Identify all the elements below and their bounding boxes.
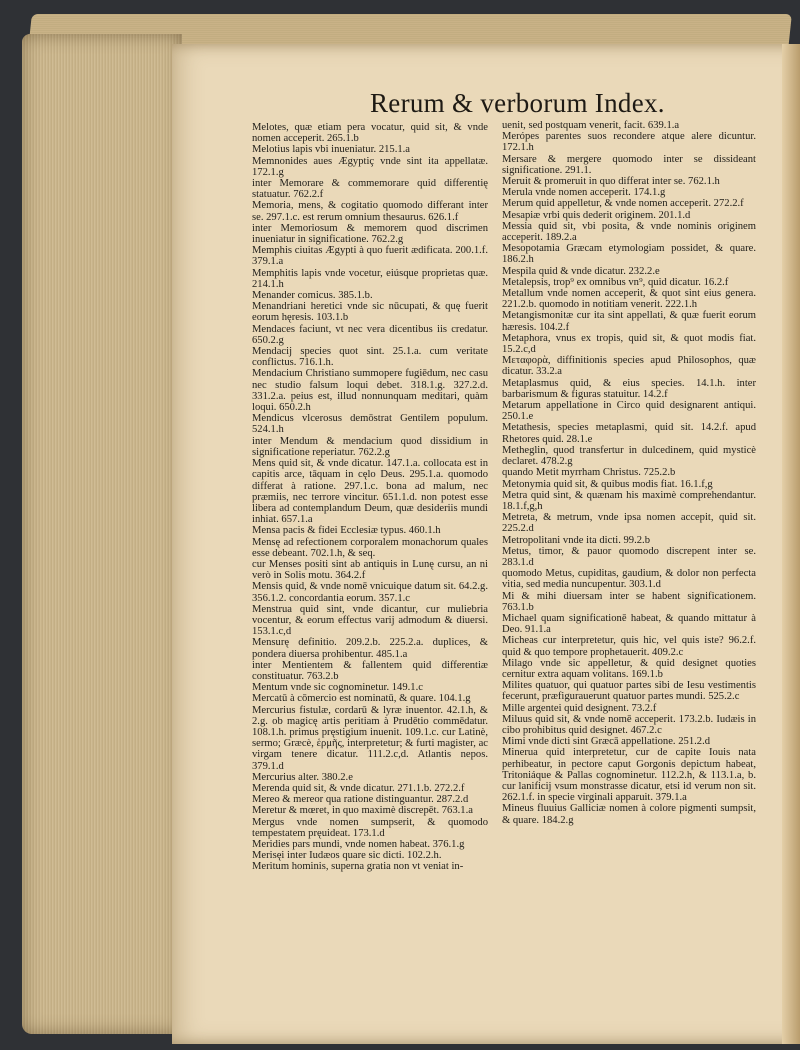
index-column-right <box>502 120 756 826</box>
index-entry: inter Memoriosum & memorem quod discrimen inueniatur in significatione. 762.2.g <box>252 222 488 246</box>
index-entry: Μεταφορὰ, diffinitionis species apud Philosophos, quæ dicatur. 33.2.a <box>502 355 756 378</box>
index-entry: Menstrua quid sint, vnde dicantur, cur muliebria vocentur, & eorum effectus varij admodum & diuersi. 153.1.c,d <box>252 603 488 638</box>
index-entry: Metaphora, vnus ex tropis, quid sit, & quot modis fiat. 15.2.c,d <box>502 332 756 356</box>
index-entry: Miluus quid sit, & vnde nomē acceperit. 173.2.b. Iudæis in cibo prohibitus quid designet. 467.2.c <box>502 713 756 736</box>
index-entry: Metus, timor, & pauor quomodo discrepent inter se. 283.1.d <box>502 545 756 568</box>
index-entry: Metathesis, species metaplasmi, quid sit. 14.2.f. apud Rhetores quid. 28.1.e <box>502 422 756 445</box>
index-entry: Mensę ad refectionem corporalem monachorum quales esse debeant. 702.1.h, & seq. <box>252 536 488 559</box>
index-entry: Mergus vnde nomen sumpserit, & quomodo tempestatem pręuideat. 173.1.d <box>252 816 488 839</box>
index-entry: cur Menses positi sint ab antiquis in Lunę cursu, an ni verò in Solis motu. 364.2.f <box>252 558 488 582</box>
index-entry: Metarum appellatione in Circo quid designarent antiqui. 250.1.e <box>502 400 756 423</box>
index-entry: Meretur & mœret, in quo maximè discrepēt. 763.1.a <box>252 805 473 817</box>
index-entry: Mimi vnde dicti sint Græcā appellatione. 251.2.d <box>502 736 711 748</box>
index-entry: Mendaces faciunt, vt nec vera dicentibus iis credatur. 650.2.g <box>252 323 488 346</box>
index-entry: Mille argentei quid designent. 73.2.f <box>502 702 657 714</box>
index-entry: Mi & mihi diuersam inter se habent significationem. 763.1.b <box>502 590 756 613</box>
index-entry: Metangismonitæ cur ita sint appellati, & quæ fuerit eorum hæresis. 104.2.f <box>502 310 756 333</box>
index-entry: Meritum hominis, superna gratia non vt veniat in- <box>252 861 464 873</box>
index-entry: Merum quid appelletur, & vnde nomen acceperit. 272.2.f <box>502 198 744 210</box>
index-entry: Metallum vnde nomen acceperit, & quot sint eius genera. 221.2.b. quomodo in notitiam venerit. 222.1.h <box>502 288 756 311</box>
index-entry: Metonymia quid sit, & quibus modis fiat. 16.1.f,g <box>502 478 713 490</box>
index-entry: Metheglin, quod transfertur in dulcedinem, quid mysticè declaret. 478.2.g <box>502 444 756 468</box>
index-entry: Milites quatuor, qui quatuor partes sibi de Iesu vestimentis fecerunt, præfigurauerunt quatuor partes mundi. 525.2.c <box>502 680 756 703</box>
index-entry: Mendacium Christiano summopere fugiēdum, nec casu nec studio falsum loqui debet. 318.1.g. 327.2.d. 331.2.a. peius est, illud nonnunquam meditari, quàm loqui. 650.2.h <box>252 368 488 414</box>
index-entry: Metalepsis, trop⁹ ex omnibus vn⁹, quid dicatur. 16.2.f <box>502 276 729 288</box>
index-entry: Memoria, mens, & cogitatio quomodo differant inter se. 297.1.c. est rerum omnium thesaurus. 626.1.f <box>252 200 488 223</box>
index-entry: Memphitis lapis vnde vocetur, eiúsque proprietas quæ. 214.1.h <box>252 267 488 290</box>
index-entry: Metropolitani vnde ita dicti. 99.2.b <box>502 534 650 546</box>
index-entry: Mercurius fistulæ, cordarū & lyræ inuentor. 42.1.h, & 2.g. ob magicę artis peritiam à Prudētio commēdatur. 108.1.h. primus pręstigium inuenit. 109.1.c. cur Latinè, sermo; Græcè, ἑρμῆς, interpretetur; & furti magister, ac virgam tenere dicatur. 111.2.c,d. Atlantis nepos. 379.1.d <box>252 704 488 772</box>
index-entry: quomodo Metus, cupiditas, gaudium, & dolor non perfecta vitia, sed media nuncupentur. 303.1.d <box>502 568 756 591</box>
index-entry: Mensurę definitio. 209.2.b. 225.2.a. duplices, & pondera diuersa prohibentur. 485.1.a <box>252 637 488 660</box>
index-entry: Meridies pars mundi, vnde nomen habeat. 376.1.g <box>252 839 465 850</box>
index-entry: Mespila quid & vnde dicatur. 232.2.e <box>502 265 660 277</box>
index-entry: quando Metit myrrham Christus. 725.2.b <box>502 467 676 479</box>
index-entry: Mendacij species quot sint. 25.1.a. cum veritate conflictus. 716.1.h. <box>252 346 488 369</box>
page-block-fore-edge <box>22 34 182 1034</box>
facing-page-edge <box>782 44 800 1044</box>
index-entry: Mensa pacis & fidei Ecclesiæ typus. 460.1.h <box>252 525 441 537</box>
index-entry: Minerua quid interpretetur, cur de capite Iouis nata perhibeatur, in pectore caput Gorgonis depictum habeat, Tritoniáque & Pallas cognominetur. 112.2.h, & 113.1.a, b. cur lanificij vsum monstrasse dicatur, etsi id verum non sit. 262.1.f. in specie virginali apparuit. 379.1.a <box>502 747 756 804</box>
index-entry: Meruit & promeruit in quo differat inter se. 762.1.h <box>502 176 720 188</box>
index-entry: Mendicus vlcerosus demōstrat Gentilem populum. 524.1.h <box>252 413 488 436</box>
index-entry: Mersare & mergere quomodo inter se dissideant significatione. 291.1. <box>502 153 756 176</box>
index-entry: Memnonides aues Ægyptiç vnde sint ita appellatæ. 172.1.g <box>252 155 488 178</box>
index-entry: Menandriani heretici vnde sic nūcupati, & quę fuerit eorum hęresis. 103.1.b <box>252 301 488 324</box>
index-entry: Micheas cur interpretetur, quis hic, vel quis iste? 96.2.f. quid & quo tempore prophetauerit. 409.2.c <box>502 635 756 658</box>
index-entry: Mentum vnde sic cognominetur. 149.1.c <box>252 682 423 694</box>
index-entry: Menander comicus. 385.1.b. <box>252 290 373 302</box>
index-entry: Mercurius alter. 380.2.e <box>252 771 353 783</box>
index-entry: Mesopotamia Græcam etymologiam possidet, & quare. 186.2.h <box>502 243 756 266</box>
index-entry: Merópes parentes suos recondere atque alere dicuntur. 172.1.h <box>502 131 756 154</box>
index-entry: Melotius lapis vbi inueniatur. 215.1.a <box>252 144 411 156</box>
index-entry: Milago vnde sic appelletur, & quid designet quoties cernitur extra aquam volitans. 169.1.b <box>502 657 756 680</box>
index-entry: Mineus fluuius Galliciæ nomen à colore pigmenti sumpsit, & quare. 184.2.g <box>502 803 756 826</box>
index-entry: Melotes, quæ etiam pera vocatur, quid sit, & vnde nomen acceperit. 265.1.b <box>252 122 488 145</box>
index-entry: Mesapiæ vrbi quis dederit originem. 201.1.d <box>502 209 691 221</box>
index-entry: Merenda quid sit, & vnde dicatur. 271.1.b. 272.2.f <box>252 782 465 794</box>
index-entry: Metaplasmus quid, & eius species. 14.1.h. inter barbarismum & figuras statuitur. 14.2.f <box>502 377 756 400</box>
index-entry: Metra quid sint, & quænam his maximè comprehendantur. 18.1.f,g,h <box>502 489 756 512</box>
index-entry: Merisęi inter Iudæos quare sic dicti. 102.2.h. <box>252 850 442 862</box>
index-entry: Memphis ciuitas Ægypti à quo fuerit ædificata. 200.1.f. 379.1.a <box>252 245 488 268</box>
index-entry: Merula vnde nomen acceperit. 174.1.g <box>502 187 666 199</box>
index-entry: inter Mendum & mendacium quod dissidium in significatione reperiatur. 762.2.g <box>252 435 488 458</box>
index-entry: inter Memorare & commemorare quid differentię statuatur. 762.2.f <box>252 178 488 201</box>
page-title: Rerum & verborum Index. <box>370 88 665 118</box>
index-entry: uenit, sed postquam venerit, facit. 639.1.a <box>502 120 680 131</box>
index-entry: Michael quam significationē habeat, & quando mittatur à Deo. 91.1.a <box>502 612 756 636</box>
index-entry: Metreta, & metrum, vnde ipsa nomen accepit, quid sit. 225.2.d <box>502 512 756 535</box>
index-entry: Mercatū à cōmercio est nominatū, & quare. 104.1.g <box>252 693 471 705</box>
index-entry: Messia quid sit, vbi posita, & vnde nominis originem acceperit. 189.2.a <box>502 220 756 244</box>
index-entry: Mensis quid, & vnde nomē vnicuique datum sit. 64.2.g. 356.1.2. concordantia eorum. 357.1.c <box>252 581 488 604</box>
index-entry: inter Mentientem & fallentem quid differentiæ constituatur. 763.2.b <box>252 659 488 682</box>
index-entry: Mens quid sit, & vnde dicatur. 147.1.a. collocata est in capitis arce, tāquam in cęlo Deus. 295.1.a. quomodo differat à ratione. 297.1.c. bona ad malum, nec præmiis, nec terrore vincitur. 651.1.d. non potest esse libera ad contemplandum Deum, quæ desideriis mundi inhiat. 657.1.a <box>252 458 488 526</box>
index-entry: Mereo & mereor qua ratione distinguantur. 287.2.d <box>252 794 469 806</box>
index-column-left <box>252 122 488 873</box>
